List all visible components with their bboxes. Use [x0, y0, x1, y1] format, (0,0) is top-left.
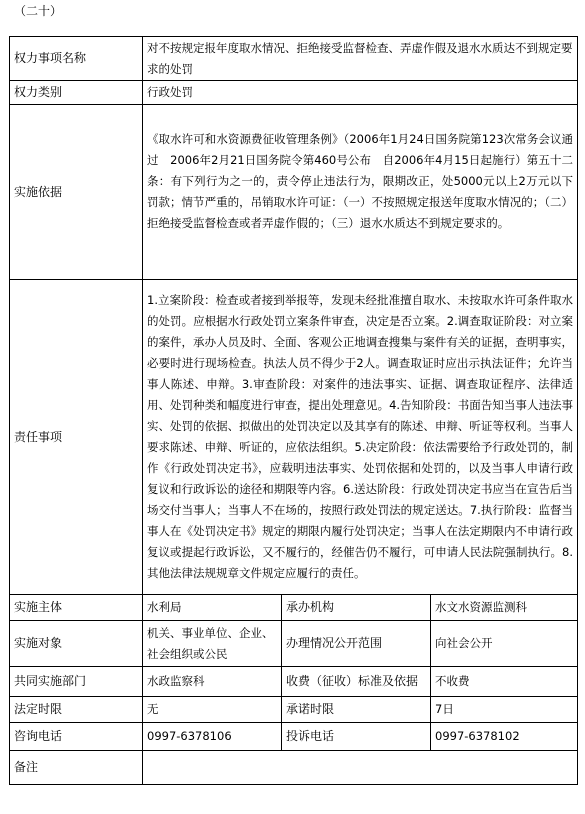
- row-phone: [10, 723, 578, 751]
- disclosure-label: 办理情况公开范围: [282, 621, 431, 667]
- row-subject: [10, 595, 578, 621]
- fee-value: 不收费: [431, 667, 578, 697]
- row-target: [10, 621, 578, 667]
- remarks-label: 备注: [10, 751, 143, 785]
- consult-phone-label: 咨询电话: [10, 723, 143, 751]
- responsibility-value: 1.立案阶段：检查或者接到举报等，发现未经批准擅自取水、未按取水许可条件取水的处罚。应根据水行政处罚立案条件审查，决定是否立案。2.调查取证阶段：对立案的案件，承办人员及时、全面、客观公正地调查搜集与案件有关的证据，查明事实，必要时进行现场检查。执法人员不得少于2人。调查取证时应出示执法证件；允许当事人陈述、申辩。3.审查阶段：对案件的违法事实、证据、调查取证程序、法律适用、处罚种类和幅度进行审查，提出处理意见。4.告知阶段：书面告知当事人违法事实、处罚的依据、拟做出的处罚决定以及其享有的陈述、申辩、听证等权利。当事人要求陈述、申辩、听证的，应依法组织。5.决定阶段：依法需要给予行政处罚的，制作《行政处罚决定书》，应载明违法事实、处罚依据和处罚的，以及当事人申请行政复议和行政诉讼的途径和期限等内容。6.送达阶段：行政处罚决定书应当在宣告后当场交付当事人；当事人不在场的，按照行政处罚法的规定送达。7.执行阶段：监督当事人在《处罚决定书》规定的期限内履行处罚决定；当事人在法定期限内不申请行政复议或提起行政诉讼，又不履行的，经催告仍不履行，可申请人民法院强制执行。8.其他法律法规规章文件规定应履行的责任。: [147, 293, 574, 580]
- responsibility-cell: [143, 280, 578, 595]
- section-heading: （二十）: [14, 4, 63, 18]
- row-item-name: [10, 37, 578, 81]
- target-label: 实施对象: [10, 621, 143, 667]
- item-name-label: 权力事项名称: [10, 37, 143, 81]
- row-joint: [10, 667, 578, 697]
- row-category: [10, 81, 578, 105]
- complaint-phone-value: 0997-6378102: [431, 723, 578, 751]
- power-item-table: [9, 36, 578, 785]
- target-value: 机关、事业单位、企业、社会组织或公民: [143, 621, 282, 667]
- row-time-limit: [10, 697, 578, 723]
- basis-value: 《取水许可和水资源费征收管理条例》（2006年1月24日国务院第123次常务会议通过 2006年2月21日国务院令第460号公布 自2006年4月15日起施行）第五十二条：有下列行为之一的，责令停止违法行为，限期改正，处5000元以上2万元以下罚款；情节严重的，吊销取水许可证：（一）不按照规定报送年度取水情况的；（二）拒绝接受监督检查或者弄虚作假的；（三）退水水质达不到规定要求的。: [147, 132, 574, 230]
- subject-label: 实施主体: [10, 595, 143, 621]
- fee-label: 收费（征收）标准及依据: [282, 667, 431, 697]
- promise-limit-label: 承诺时限: [282, 697, 431, 723]
- remarks-value: [143, 751, 578, 785]
- consult-phone-value: 0997-6378106: [143, 723, 282, 751]
- basis-label: 实施依据: [10, 105, 143, 280]
- legal-limit-value: 无: [143, 697, 282, 723]
- category-label: 权力类别: [10, 81, 143, 105]
- row-remarks: [10, 751, 578, 785]
- agency-value: 水文水资源监测科: [431, 595, 578, 621]
- agency-label: 承办机构: [282, 595, 431, 621]
- row-basis: [10, 105, 578, 280]
- responsibility-label: 责任事项: [10, 280, 143, 595]
- basis-spacer: [147, 234, 573, 255]
- legal-limit-label: 法定时限: [10, 697, 143, 723]
- promise-limit-value: 7日: [431, 697, 578, 723]
- category-value: 行政处罚: [143, 81, 578, 105]
- disclosure-value: 向社会公开: [431, 621, 578, 667]
- joint-dept-value: 水政监察科: [143, 667, 282, 697]
- joint-dept-label: 共同实施部门: [10, 667, 143, 697]
- item-name-value: 对不按规定报年度取水情况、拒绝接受监督检查、弄虚作假及退水水质达不到规定要求的处罚: [143, 37, 578, 81]
- complaint-phone-label: 投诉电话: [282, 723, 431, 751]
- subject-value: 水利局: [143, 595, 282, 621]
- basis-cell: [143, 105, 578, 280]
- row-responsibility: [10, 280, 578, 595]
